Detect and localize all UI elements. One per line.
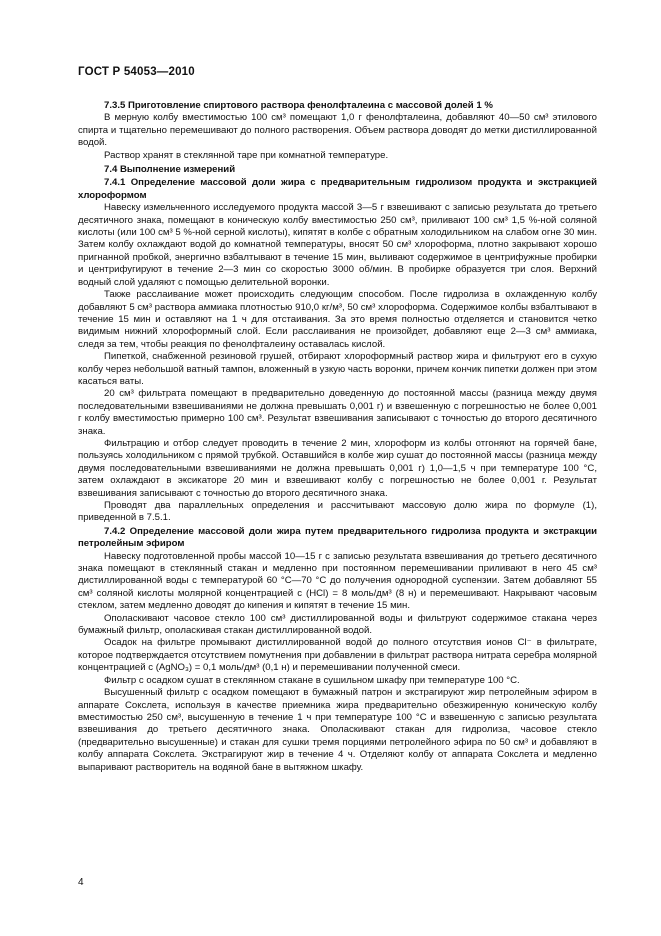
standard-designation: ГОСТ Р 54053—2010	[78, 66, 195, 78]
section-heading-7-4: 7.4 Выполнение измерений	[104, 164, 236, 176]
paragraph: Проводят два параллельных определения и рассчитывают массовую долю жира по формуле (1), приведенной в 7.5.1.	[78, 500, 597, 524]
paragraph: Навеску подготовленной пробы массой 10—15 г с записью результата взвешивания до третьего десятичного знака помещают в стеклянный стакан и медленно при постоянном перемешивании приливают в него 45 см³ дистиллированной воды с температурой 60 °С—70 °С до получения однородной суспензии. Затем добавляют 55 см³ соляной кислоты молярной концентрацией с (HCl) = 8 моль/дм³ (8 н) и перемешивают. Накрывают часовым стеклом, затем медленно доводят до кипения и кипятят в течение 15 мин.	[78, 550, 597, 612]
paragraph: Ополаскивают часовое стекло 100 см³ дистиллированной воды и фильтруют содержимое стакана через бумажный фильтр, ополаскивая стакан дистиллированной водой.	[78, 612, 597, 637]
page-number: 4	[78, 877, 84, 888]
document-body	[78, 100, 597, 774]
paragraph: Также расслаивание может происходить следующим способом. После гидролиза в охлажденную колбу добавляют 5 см³ раствора аммиака плотностью 910,0 кг/м³, 50 см³ хлороформа. Содержимое колбы взбалтывают в течение 15 мин и оставляют на 1 ч для отстаивания. За это время полностью отделяется и становится четко видимым нижний хлороформный слой. Если расслаивания не произойдет, добавляют еще 2—3 см³ аммиака, следя за тем, чтобы реакция по фенолфталеину оставалась кислой.	[78, 289, 597, 350]
paragraph: Пипеткой, снабженной резиновой грушей, отбирают хлороформный раствор жира и фильтруют его в сухую колбу через небольшой ватный тампон, вложенный в узкую часть воронки, причем кончик пипетки должен при этом касаться ваты.	[78, 351, 597, 387]
paragraph: Осадок на фильтре промывают дистиллированной водой до полного отсутствия ионов Cl⁻ в фильтрате, которое подтверждается отсутствием помутнения при добавлении в фильтрат раствора нитрата серебра молярной концентрацией с (AgNO₃) = 0,1 моль/дм³ (0,1 н) и перемешивании полученной смеси.	[78, 637, 597, 674]
paragraph: Навеску измельченного исследуемого продукта массой 3—5 г взвешивают с записью результата до третьего десятичного знака, помещают в коническую колбу вместимостью 250 см³, приливают 100 см³ 1,5 %-ной соляной кислоты (или 100 см³ 5 %-ной серной кислоты), кипятят в колбе с обратным холодильником на слабом огне 30 мин. Затем колбу охлаждают водой до комнатной температуры, вносят 50 см³ хлороформа, плотно закрывают хорошо пригнанной пробкой, энергично взбалтывают в течение 15 мин, выливают содержимое в центрифужные пробирки и центрифугируют в течение 2—3 мин со скоростью 3000 об/мин. В пробирке образуется три слоя. Верхний водный слой удаляют с помощью делительной воронки.	[78, 202, 597, 288]
paragraph: Фильтрацию и отбор следует проводить в течение 2 мин, хлороформ из колбы отгоняют на горячей бане, пользуясь холодильником с прямой трубкой. Оставшийся в колбе жир сушат до постоянной массы (разница между двумя последовательными взвешиваниями не должна превышать 0,001 г) 1,0—1,5 ч при температуре 100 °С, затем охлаждают в эксикаторе 20 мин и взвешивают колбу с погрешностью не более 0,001 г. Результат взвешивания записывают с точностью до второго десятичного знака.	[78, 437, 597, 499]
paragraph: Раствор хранят в стеклянной таре при комнатной температуре.	[104, 149, 389, 161]
section-heading-7-4-1: 7.4.1 Определение массовой доли жира с предварительным гидролизом продукта и экстракцией хлороформом	[78, 177, 597, 201]
paragraph: Фильтр с осадком сушат в стеклянном стакане в сушильном шкафу при температуре 100 °С.	[104, 674, 520, 686]
paragraph: В мерную колбу вместимостью 100 см³ помещают 1,0 г фенолфталеина, добавляют 40—50 см³ этилового спирта и тщательно перемешивают до полного растворения. Объем раствора доводят до метки дистиллированной водой.	[78, 112, 597, 149]
section-heading-7-3-5: 7.3.5 Приготовление спиртового раствора фенолфталеина с массовой долей 1 %	[104, 100, 493, 111]
paragraph: Высушенный фильтр с осадком помещают в бумажный патрон и экстрагируют жир петролейным эфиром в аппарате Сокслета, используя в качестве приемника жира предварительно обезжиренную коническую колбу вместимостью 250 см³, высушенную в течение 1 ч при температуре 100 °С и взвешенную с записью результата взвешивания до третьего десятичного знака. Ополаскивают стакан для гидролиза, часовое стекло (предварительно высушенные) и стакан для сушки тремя порциями петролейного эфира по 50 см³ и добавляют в колбу аппарата Сокслета. Экстрагируют жир в течение 4 ч. Отделяют колбу от аппарата Сокслета и медленно выпаривают растворитель на водяной бане в вытяжном шкафу.	[78, 687, 597, 773]
paragraph: 20 см³ фильтрата помещают в предварительно доведенную до постоянной массы (разница между двумя последовательными взвешиваниями не должна превышать 0,001 г) и взвешенную с погрешностью не более 0,001 г колбу вместимостью примерно 100 см³. Результат взвешивания записывают с точностью до второго десятичного знака.	[78, 388, 597, 437]
section-heading-7-4-2: 7.4.2 Определение массовой доли жира путем предварительного гидролиза продукта и экстракции петролейным эфиром	[78, 525, 597, 550]
